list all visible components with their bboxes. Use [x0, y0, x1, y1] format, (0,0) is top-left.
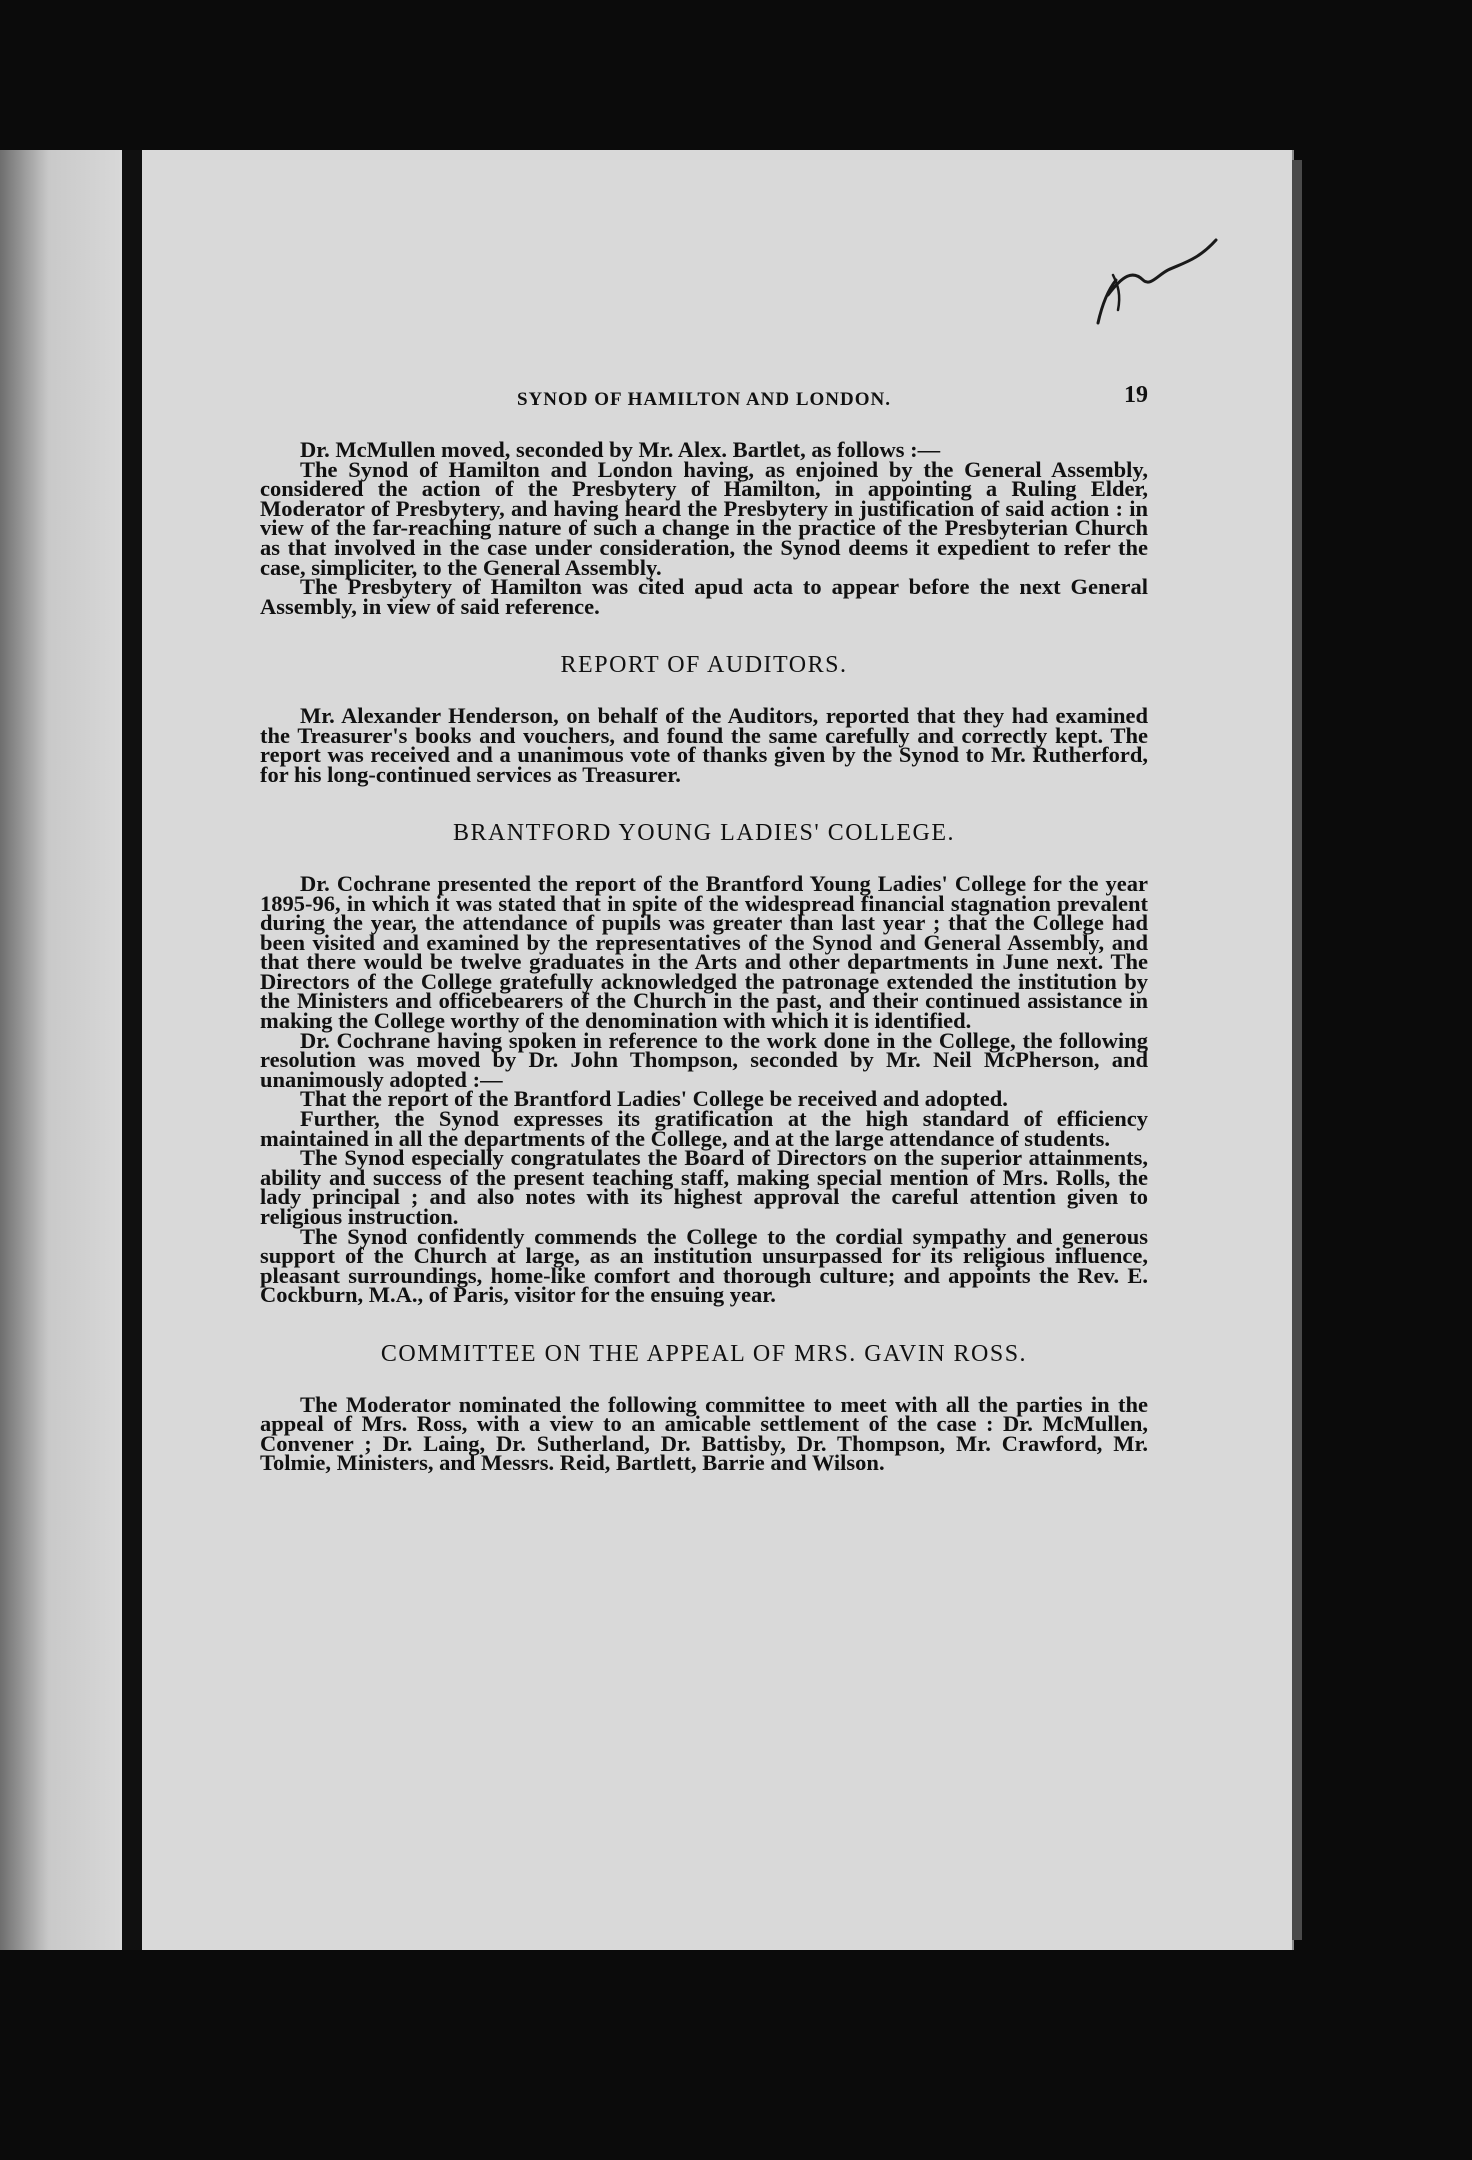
paragraph: Further, the Synod expresses its gratification at the high standard of efficiency maintained in all the departments of the College, and at the large attendance of students. — [260, 1106, 1148, 1151]
paragraph: The Presbytery of Hamilton was cited apud acta to appear before the next General Assembly, in view of said reference. — [260, 574, 1148, 619]
page-edge-shadow — [1292, 160, 1302, 1940]
paragraph: Dr. Cochrane presented the report of the Brantford Young Ladies' College for the year 1895-96, in which it was stated that in spite of the widespread financial stagnation prevalent during the year, the attendance of pupils was greater than last year ; that the College had been visited and examined by the representatives of the Synod and General Assembly, and that there would be twelve graduates in the Arts and other departments in June next. The Directors of the College gratefully acknowledged the patronage extended the institution by the Ministers and officebearers of the Church in the past, and their continued assistance in making the College worthy of the denomination with which it is identified. — [260, 870, 1148, 1034]
section-auditors — [260, 652, 1148, 787]
handwritten-mark — [1088, 235, 1228, 335]
section-heading: REPORT OF AUDITORS. — [560, 652, 848, 679]
section-motion — [260, 437, 1148, 619]
paragraph: The Synod of Hamilton and London having, as enjoined by the General Assembly, considered the action of the Presbytery of Hamilton, in appointing a Ruling Elder, Moderator of Presbytery, and having heard the Presbytery in justification of said action : in view of the far-reaching nature of such a change in the practice of the Presbyterian Church as that involved in the case under consideration, the Synod deems it expedient to refer the case, simpliciter, to the General Assembly. — [260, 456, 1148, 580]
section-brantford-college — [260, 820, 1148, 1308]
paragraph: Mr. Alexander Henderson, on behalf of the Auditors, reported that they had examined the Treasurer's books and vouchers, and found the same carefully and correctly kept. The report was received and a unanimous vote of thanks given by the Synod to Mr. Rutherford, for his long-continued services as Treasurer. — [260, 702, 1148, 787]
page-header — [260, 382, 1148, 422]
section-heading: COMMITTEE ON THE APPEAL OF MRS. GAVIN ROSS. — [380, 1340, 1028, 1367]
section-heading: BRANTFORD YOUNG LADIES' COLLEGE. — [452, 820, 956, 847]
paragraph: Dr. Cochrane having spoken in reference to the work done in the College, the following resolution was moved by Dr. John Thompson, seconded by Mr. Neil McPherson, and unanimously adopted :— — [260, 1027, 1148, 1092]
running-head: SYNOD OF HAMILTON AND LONDON. — [516, 389, 892, 410]
paragraph: The Synod especially congratulates the Board of Directors on the superior attainments, ability and success of the present teaching staff, making special mention of Mrs. Rolls, the lady principal ; and also notes with its highest approval the careful attention given to religious instruction. — [260, 1145, 1148, 1229]
paragraph: The Synod confidently commends the College to the cordial sympathy and generous support of the Church at large, as an institution unsurpassed for its religious influence, pleasant surroundings, home-like comfort and thorough culture; and appoints the Rev. E. Cockburn, M.A., of Paris, visitor for the ensuing year. — [260, 1223, 1148, 1308]
section-appeal-committee — [260, 1340, 1148, 1476]
paragraph: The Moderator nominated the following committee to meet with all the parties in the appeal of Mrs. Ross, with a view to an amicable settlement of the case : Dr. McMullen, Convener ; Dr. Laing, Dr. Sutherland, Dr. Battisby, Dr. Thompson, Mr. Crawford, Mr. Tolmie, Ministers, and Messrs. Reid, Bartlett, Barrie and Wilson. — [260, 1391, 1148, 1476]
facing-page-edge — [0, 150, 122, 1950]
paragraph: That the report of the Brantford Ladies' College be received and adopted. — [300, 1086, 1008, 1112]
page-number: 19 — [1124, 382, 1148, 408]
paragraph: Dr. McMullen moved, seconded by Mr. Alex. Bartlet, as follows :— — [300, 437, 941, 462]
book-gutter — [122, 150, 142, 1950]
page-text — [260, 382, 1148, 1476]
